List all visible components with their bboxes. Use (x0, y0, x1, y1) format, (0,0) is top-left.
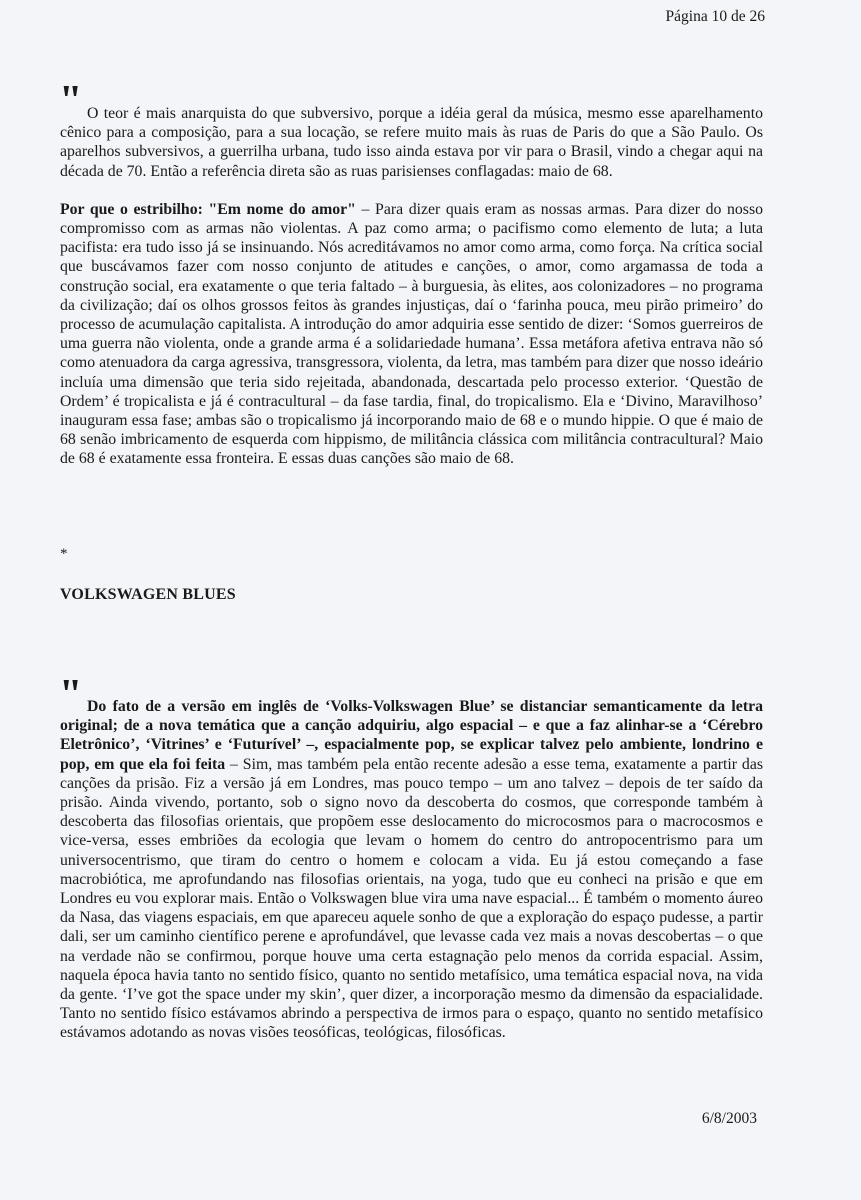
question-volkswagen: Do fato de a versão em inglês de ‘Volks-Volkswagen Blue’ se distanciar semanticamente da letra original; de a nova temática que a canção adquiriu, algo espacial – e que a faz alinhar-se a ‘Cérebro Eletrônico’, ‘Vitrines’ e ‘Futurível’ –, espacialmente pop, se explicar talvez pelo ambiente, londrino e pop, em que ela foi feita (60, 698, 763, 773)
answer-paragraph-1: O teor é mais anarquista do que subversivo, porque a idéia geral da música, mesmo esse aparelhamento cênico para a composição, para a sua locação, se refere muito mais às ruas de Paris do que a São Paulo. Os aparelhos subversivos, a guerrilha urbana, tudo isso ainda estava por vir para o Brasil, vindo a chegar aqui na década de 70. Então a referência direta são as ruas parisienses conflagadas: maio de 68. (60, 105, 763, 180)
answer-estribilho: – Para dizer quais eram as nossas armas. Para dizer do nosso compromisso com as armas não violentas. A paz como arma; o pacifismo como elemento de luta; a luta pacifista: era tudo isso já se insinuando. Nós acreditávamos no amor como arma, como força. Na crítica social que buscávamos fazer com nosso conjunto de atitudes e canções, o amor, como argamassa de toda a construção social, era exatamente o que teria faltado – à burguesia, às elites, aos colonizadores – no programa da civilização; daí os olhos grossos feitos às grandes injustiças, daí o ‘farinha pouca, meu pirão primeiro’ do processo de acumulação capitalista. A introdução do amor adquiria esse sentido de dizer: ‘Somos guerreiros de uma guerra não violenta, onde a grande arma é a solidariedade humana’. Essa metáfora afetiva entrava não só como atenuadora da carga agressiva, transgressora, violenta, da letra, mas também para dizer que nosso ideário incluía uma dimensão que teria sido rejeitada, abandonada, descartada pelo processo exterior. ‘Questão de Ordem’ é tropicalista e já é contracultural – da fase tardia, final, do tropicalismo. Ela e ‘Divino, Maravilhoso’ inauguram essa fase; ambas são o tropicalismo já incorporando maio de 68 e o mundo hippie. O que é maio de 68 senão imbricamento de esquerda com hippismo, de militância clássica com militância contracultural? Maio de 68 é exatamente essa fronteira. E essas duas canções são maio de 68. (60, 200, 763, 468)
answer-volkswagen: – Sim, mas também pela então recente adesão a esse tema, exatamente a partir das canções da prisão. Fiz a versão já em Londres, mas pouco tempo – um ano talvez – depois de ter saído da prisão. Ainda vivendo, portanto, sob o signo novo da descoberta do cosmos, que corresponde também à descoberta das filosofias orientais, que propõem esse deslocamento do microcosmos para o macrocosmos e vice-versa, esses embriões da ecologia que levam o homem do centro do antropocentrismo para um universocentrismo, que tiram do centro o homem e colocam a vida. Eu já estou começando a fase macrobiótica, me aprofundando nas filosofias orientais, na yoga, tudo que eu conheci na prisão e que em Londres eu vou explorar mais. Então o Volkswagen blue vira uma nave espacial... É também o momento áureo da Nasa, das viagens espaciais, em que apareceu aquele sonho de que a exploração do espaço pudesse, a partir dali, ser um caminho científico perene e aprofundável, que levasse cada vez mais a novas descobertas – o que na verdade não se confirmou, porque houve uma certa estagnação pelo menos da corrida espacial. Assim, naquela época havia tanto no sentido físico, quanto no sentido metafísico, uma temática espacial nova, na vida da gente. ‘I’ve got the space under my skin’, quer dizer, a incorporação mesmo da dimensão da espacialidade. Tanto no sentido físico estávamos abrindo a perspectiva de irmos para o espaço, quanto no sentido metafísico estávamos adotando as novas visões teosóficas, teológicas, filosóficas. (60, 755, 763, 1042)
qa-paragraph-2 (60, 200, 763, 469)
interview-block-2 (60, 697, 763, 1043)
interview-block-1 (60, 104, 763, 469)
footer-date: 6/8/2003 (701, 1110, 757, 1127)
question-estribilho: Por que o estribilho: "Em nome do amor" (60, 200, 356, 218)
opening-quote-mark: " (59, 78, 80, 124)
section-separator: * (60, 546, 68, 562)
section-title: VOLKSWAGEN BLUES (60, 586, 236, 603)
opening-quote-mark-2: " (59, 672, 80, 718)
qa-paragraph-volkswagen (60, 697, 763, 1043)
page-number: Página 10 de 26 (665, 8, 765, 25)
